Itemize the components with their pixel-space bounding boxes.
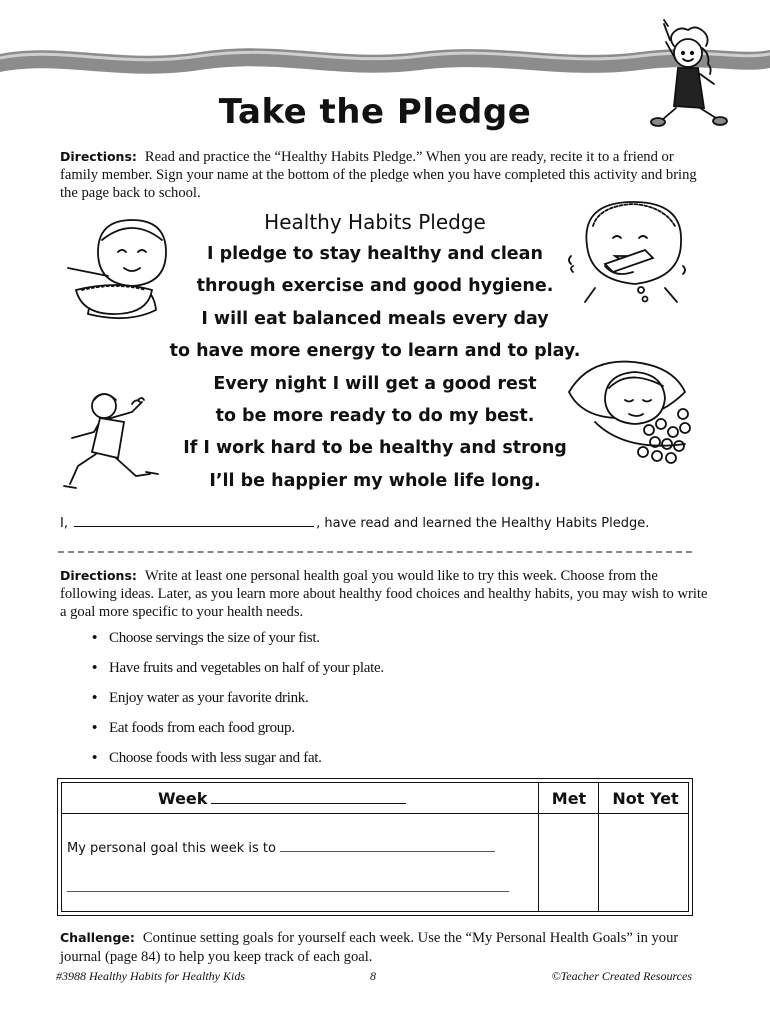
pledge-line: I pledge to stay healthy and clean — [207, 244, 543, 264]
column-divider — [538, 783, 539, 911]
signature-prefix: I, — [60, 516, 68, 531]
goal-directions — [60, 567, 710, 621]
goal-ideas-list — [92, 628, 384, 778]
goal-prompt: My personal goal this week is to — [67, 841, 276, 856]
goal-table — [57, 778, 693, 916]
pledge-directions — [60, 148, 710, 202]
footer-page-number: 8 — [370, 969, 376, 983]
list-item: • Choose foods with less sugar and fat. — [92, 748, 384, 778]
goal-field-line[interactable] — [67, 891, 509, 892]
pledge-line: to have more energy to learn and to play. — [169, 341, 581, 362]
met-header: Met — [551, 789, 587, 808]
signature-field[interactable] — [74, 516, 314, 527]
goal-field[interactable] — [280, 842, 495, 852]
week-header — [158, 789, 406, 808]
healthy-habits-pledge — [150, 206, 600, 497]
week-label: Week — [158, 789, 208, 808]
directions-text: Write at least one personal health goal you would like to try this week. Choose from the following ideas. Later, as you learn more about healthy food choices and healthy habits, you may wish to write a goal more specific to your health needs. — [60, 568, 708, 620]
signature-line — [60, 516, 710, 531]
pledge-line: Every night I will get a good rest — [213, 373, 537, 394]
signature-suffix: , have read and learned the Healthy Habits Pledge. — [316, 516, 650, 531]
cut-divider — [58, 551, 692, 553]
goal-prompt-row — [67, 841, 495, 856]
row-divider — [538, 813, 688, 814]
list-item: • Enjoy water as your favorite drink. — [92, 688, 384, 718]
directions-label: Directions: — [60, 149, 137, 164]
footer-book-title: #3988 Healthy Habits for Healthy Kids — [56, 969, 245, 983]
not-yet-header: Not Yet — [612, 789, 679, 808]
pledge-line: through exercise and good hygiene. — [196, 276, 554, 297]
pledge-line: I will eat balanced meals every day — [201, 308, 549, 329]
list-item: • Have fruits and vegetables on half of your plate. — [92, 658, 384, 688]
page-title: Take the Pledge — [218, 92, 532, 132]
directions-text: Read and practice the “Healthy Habits Pledge.” When you are ready, recite it to a friend or family member. Sign your name at the bottom of the pledge when you have completed this activity and bring the page back to school. — [60, 149, 697, 201]
pledge-line: I’ll be happier my whole life long. — [209, 470, 541, 491]
pledge-title: Healthy Habits Pledge — [264, 210, 486, 234]
list-item: • Eat foods from each food group. — [92, 718, 384, 748]
column-divider — [598, 783, 599, 911]
pledge-line: to be more ready to do my best. — [215, 405, 535, 426]
challenge-label: Challenge: — [60, 930, 135, 945]
list-item: • Choose servings the size of your fist. — [92, 628, 384, 658]
directions-label: Directions: — [60, 568, 137, 583]
pledge-line: If I work hard to be healthy and strong — [183, 438, 567, 459]
goal-table-inner — [61, 782, 689, 912]
week-field[interactable] — [211, 792, 406, 804]
row-divider — [62, 813, 538, 814]
challenge-text: Continue setting goals for yourself each week. Use the “My Personal Health Goals” in your journal (page 84) to help you keep track of each goal. — [60, 930, 679, 965]
challenge-note — [60, 928, 710, 967]
footer-publisher: ©Teacher Created Resources — [551, 969, 692, 983]
